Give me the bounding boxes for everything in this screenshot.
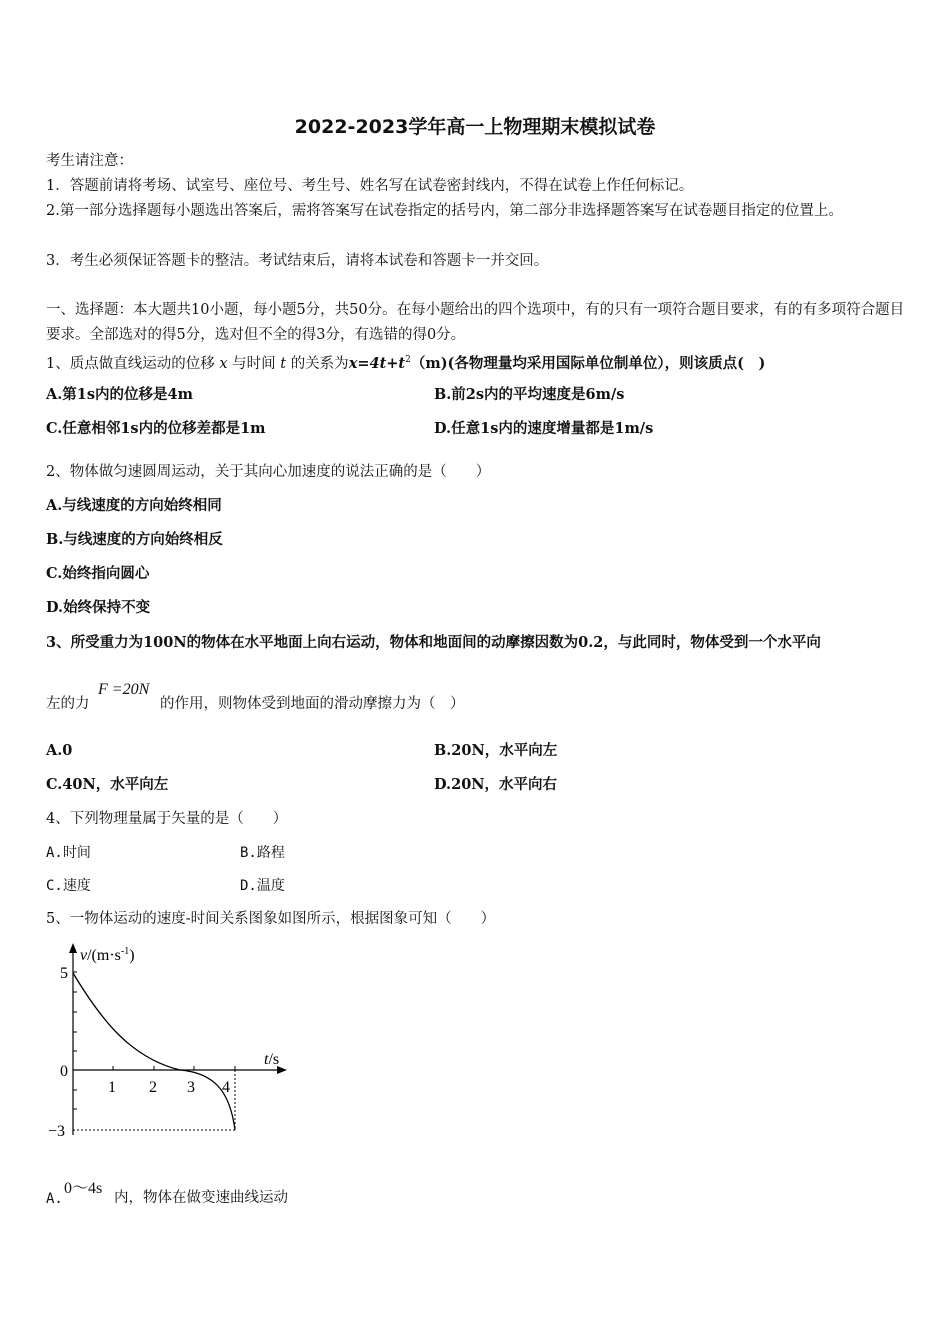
question-1-stem bbox=[46, 348, 908, 377]
q1-post: （m)(各物理量均采用国际单位制单位），则该质点( ) bbox=[410, 354, 766, 372]
q1-option-c[interactable]: C.任意相邻1s内的位移差都是1m bbox=[46, 420, 266, 437]
question-2-stem: 2、物体做匀速圆周运动，关于其向心加速度的说法正确的是（ ） bbox=[46, 464, 491, 480]
page-title: 2022-2023学年高一上物理期末模拟试卷 bbox=[294, 116, 656, 138]
graph-x-tick-3: 3 bbox=[187, 1079, 195, 1096]
q3-option-a[interactable]: A.0 bbox=[46, 742, 73, 759]
q4-option-a[interactable]: A.时间 bbox=[46, 845, 91, 861]
q1-option-d[interactable]: D.任意1s内的速度增量都是1m/s bbox=[434, 420, 654, 437]
q5-option-a-formula bbox=[64, 1175, 102, 1198]
question-3-stem-line-1: 3、所受重力为100N的物体在水平地面上向右运动，物体和地面间的动摩擦因数为0.2，与此同时，物体受到一个水平向 bbox=[46, 634, 821, 651]
q1-option-b[interactable]: B.前2s内的平均速度是6m/s bbox=[434, 386, 625, 403]
q1-option-a[interactable]: A.第1s内的位移是4m bbox=[46, 386, 193, 403]
notice-heading: 考生请注意： bbox=[46, 153, 133, 169]
graph-y-arrow bbox=[69, 943, 77, 953]
q1-mid: 与时间 bbox=[232, 355, 276, 372]
graph-y-label: $v/(m\cdot s^{-1})$ bbox=[80, 946, 135, 964]
q1-equation: x=4t+t bbox=[348, 354, 406, 372]
q3-force-formula-text: F =20N bbox=[98, 681, 150, 698]
q5-option-a-prefix[interactable]: A. bbox=[46, 1191, 63, 1207]
graph-y-tick-5: 5 bbox=[60, 965, 68, 982]
notice-item-3: 3．考生必须保证答题卡的整洁。考试结束后，请将本试卷和答题卡一并交回。 bbox=[46, 253, 549, 269]
graph-x-tick-1: 1 bbox=[108, 1079, 116, 1096]
q4-option-b[interactable]: B.路程 bbox=[240, 845, 285, 861]
q4-option-d[interactable]: D.温度 bbox=[240, 878, 285, 894]
notice-item-1: 1．答题前请将考场、试室号、座位号、考生号、姓名写在试卷密封线内，不得在试卷上作任何标记。 bbox=[46, 178, 694, 194]
velocity-time-graph bbox=[40, 940, 300, 1140]
graph-x-tick-4: 4 bbox=[222, 1079, 230, 1096]
q4-option-c[interactable]: C.速度 bbox=[46, 878, 91, 894]
q1-equation-exponent: 2 bbox=[405, 355, 411, 365]
q3-option-b[interactable]: B.20N，水平向左 bbox=[434, 742, 558, 759]
graph-x-tick-2: 2 bbox=[149, 1079, 157, 1096]
section-instructions: 一、选择题：本大题共10小题，每小题5分，共50分。在每小题给出的四个选项中，有的只有一项符合题目要求，有的有多项符合题目要求。全部选对的得5分，选对但不全的得3分，有选错的得0分。 bbox=[46, 302, 905, 343]
q2-option-a[interactable]: A.与线速度的方向始终相同 bbox=[46, 497, 222, 514]
q2-option-d[interactable]: D.始终保持不变 bbox=[46, 599, 151, 616]
graph-y-tick-0: 0 bbox=[60, 1063, 68, 1080]
q1-pre: 1、质点做直线运动的位移 bbox=[46, 355, 215, 372]
graph-y-tick-neg3: −3 bbox=[48, 1123, 66, 1140]
q1-mid2: 的关系为 bbox=[290, 355, 349, 372]
q3-stem-b: 的作用，则物体受到地面的滑动摩擦力为（ ） bbox=[160, 696, 465, 712]
q5-option-a-formula-text: 0～4s bbox=[64, 1180, 103, 1197]
question-4-stem: 4、下列物理量属于矢量的是（ ） bbox=[46, 811, 288, 827]
q3-force-formula bbox=[98, 681, 149, 699]
q2-option-b[interactable]: B.与线速度的方向始终相反 bbox=[46, 531, 223, 548]
question-5-stem: 5、一物体运动的速度-时间关系图象如图所示，根据图象可知（ ） bbox=[46, 911, 496, 927]
q3-option-c[interactable]: C.40N，水平向左 bbox=[46, 776, 169, 793]
notice-item-2: 2.第一部分选择题每小题选出答案后，需将答案写在试卷指定的括号内，第二部分非选择题答案写在试卷题目指定的位置上。 bbox=[46, 203, 843, 219]
graph-velocity-curve bbox=[73, 973, 235, 1130]
q1-var-t: t bbox=[280, 355, 287, 372]
q3-option-d[interactable]: D.20N，水平向右 bbox=[434, 776, 558, 793]
graph-x-label: t/s bbox=[264, 1051, 280, 1068]
q2-option-c[interactable]: C.始终指向圆心 bbox=[46, 565, 150, 582]
q1-var-x: x bbox=[219, 355, 228, 372]
q5-option-a-text[interactable]: 内，物体在做变速曲线运动 bbox=[114, 1190, 288, 1206]
q3-stem-a: 左的力 bbox=[46, 696, 90, 712]
